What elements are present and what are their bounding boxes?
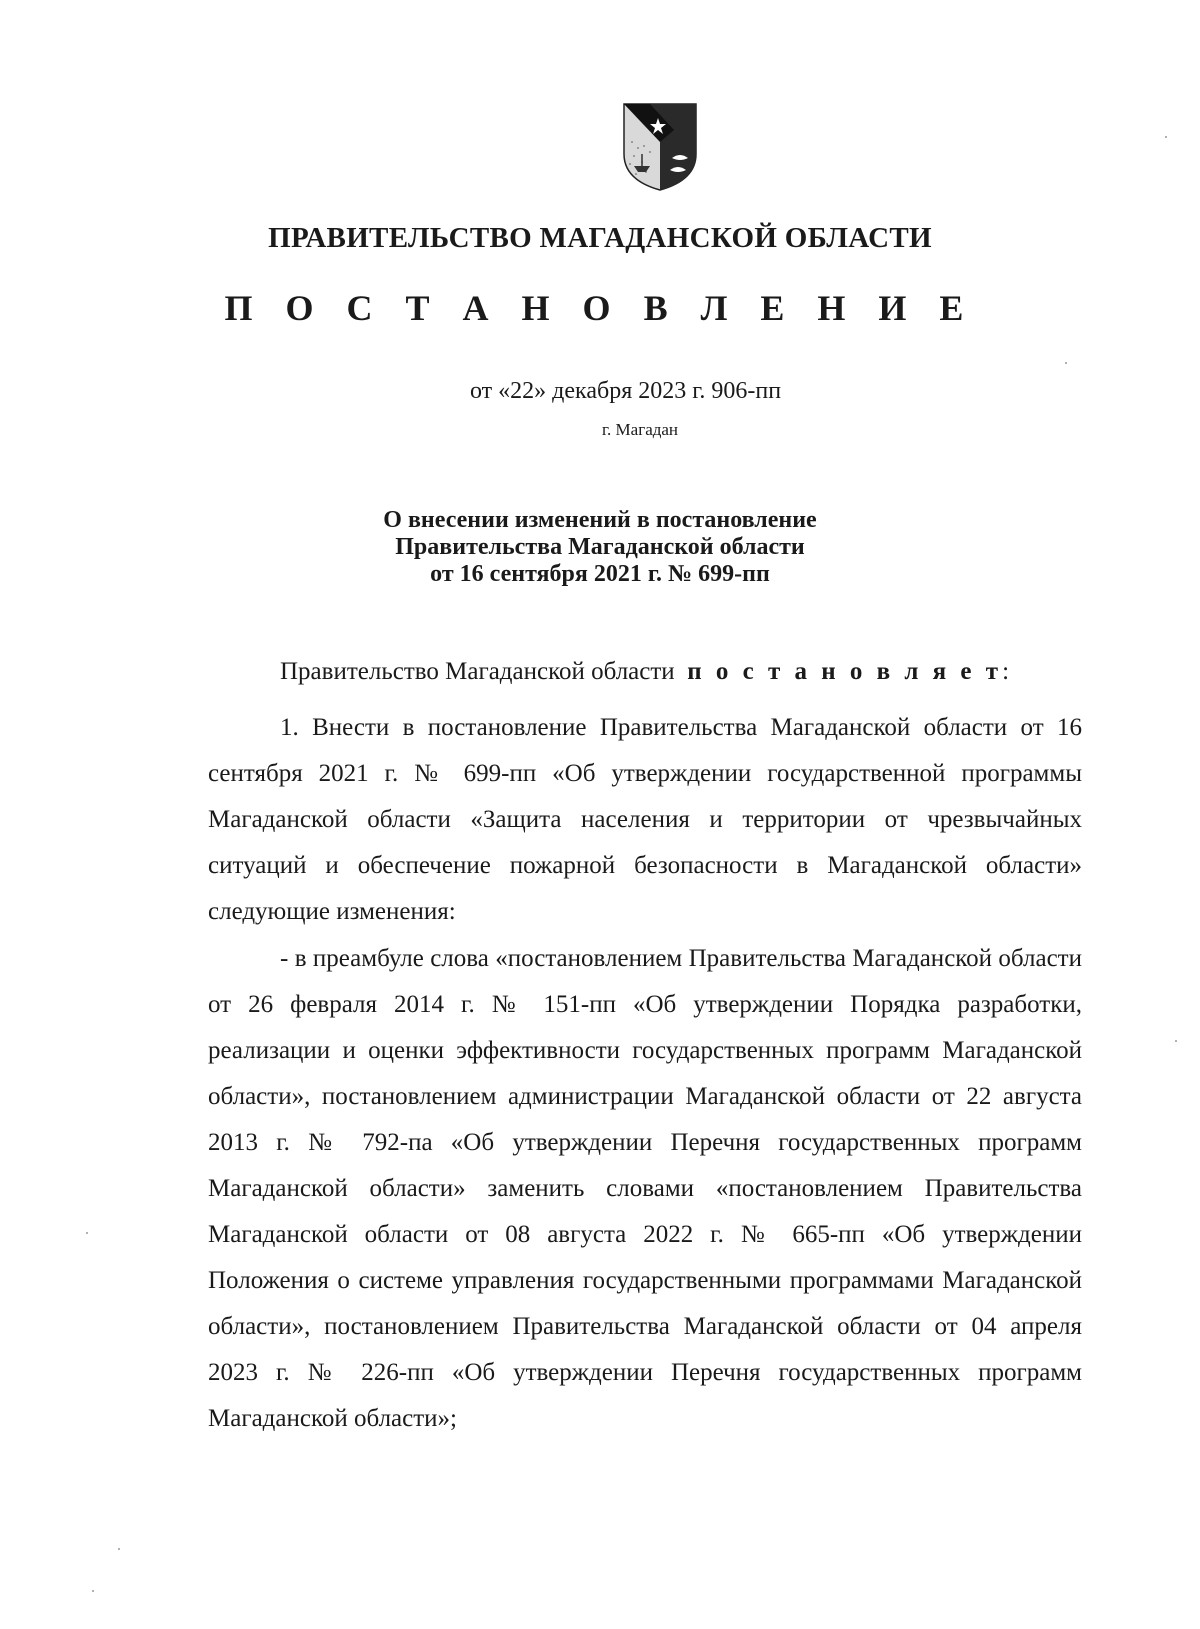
intro-prefix: Правительство Магаданской области	[280, 658, 675, 685]
subject-line-2: Правительства Магаданской области	[395, 534, 805, 560]
scan-speck	[86, 1232, 88, 1234]
subject-line-1: О внесении изменений в постановление	[383, 507, 817, 533]
scan-speck	[118, 1548, 120, 1550]
document-type-title: П О С Т А Н О В Л Е Н И Е	[224, 288, 976, 328]
subject-line-3: от 16 сентября 2021 г. № 699-пп	[430, 561, 770, 587]
organization-title: ПРАВИТЕЛЬСТВО МАГАДАНСКОЙ ОБЛАСТИ	[268, 222, 932, 254]
scan-speck	[92, 1590, 94, 1592]
intro-suffix: :	[1002, 658, 1010, 685]
resolution-intro	[208, 658, 1082, 686]
scan-speck	[1165, 136, 1167, 138]
document-subject	[0, 507, 1200, 588]
coat-of-arms-icon	[620, 102, 700, 192]
scan-speck	[1175, 1040, 1177, 1042]
paragraph-1: 1. Внести в постановление Правительства Магаданской области от 16 сентября 2021 г. № 699-пп «Об утверждении государственной программы Магаданской области «Защита населения и территории от чрезвычайных ситуаций и обеспечение пожарной безопасности в Магаданской области» следующие изменения:	[208, 714, 1082, 925]
intro-keyword: п о с т а н о в л я е т	[687, 658, 1003, 685]
paragraph-1-container	[208, 705, 1082, 935]
paragraph-2: - в преамбуле слова «постановлением Правительства Магаданской области от 26 февраля 2014 г. № 151-пп «Об утверждении Порядка разработки, реализации и оценки эффективности государственных программ Магаданской области», постановлением администрации Магаданской области от 22 августа 2013 г. № 792-па «Об утверждении Перечня государственных программ Магаданской области» заменить словами «постановлением Правительства Магаданской области от 08 августа 2022 г. № 665-пп «Об утверждении Положения о системе управления государственными программами Магаданской области», постановлением Правительства Магаданской области от 04 апреля 2023 г. № 226-пп «Об утверждении Перечня государственных программ Магаданской области»;	[208, 945, 1082, 1432]
paragraph-2-container	[208, 936, 1082, 1442]
document-city: г. Магадан	[602, 420, 679, 439]
document-date-number: от «22» декабря 2023 г. 906-пп	[470, 378, 782, 404]
scan-speck	[1065, 362, 1067, 364]
